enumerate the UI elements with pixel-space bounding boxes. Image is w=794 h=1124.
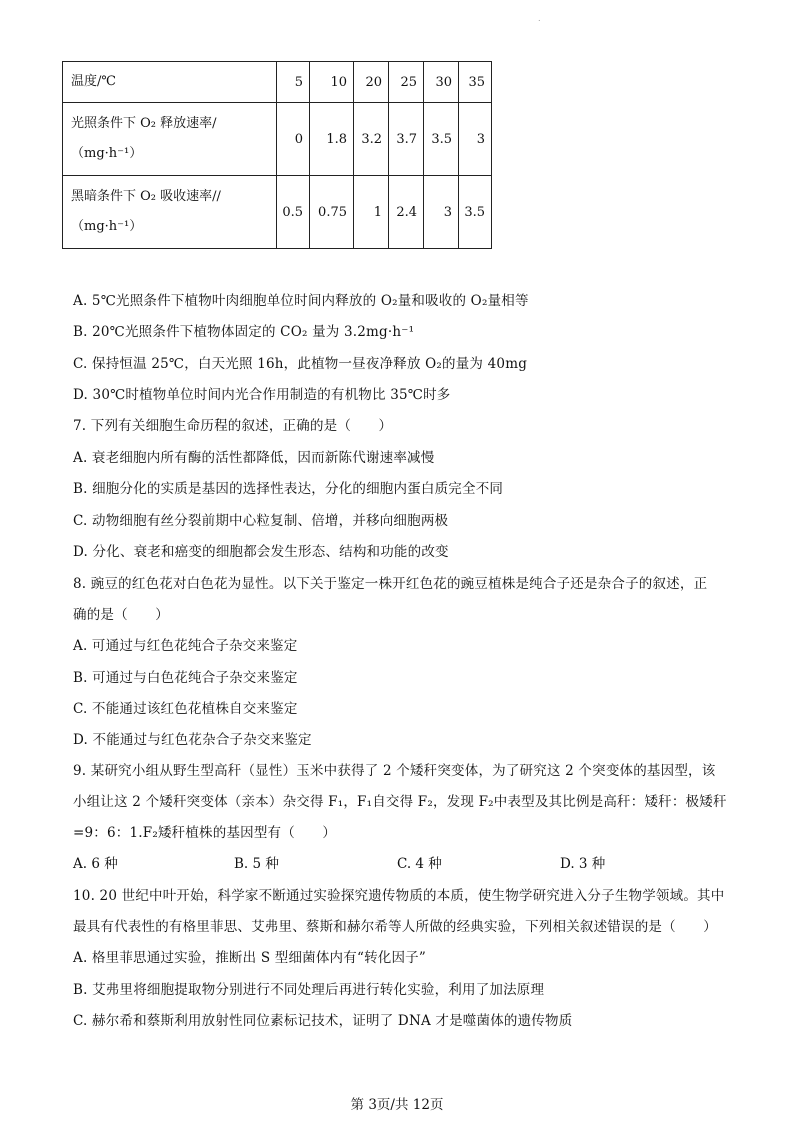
q7-option-b: B. 细胞分化的实质是基因的选择性表达，分化的细胞内蛋白质完全不同: [73, 481, 504, 497]
table-cell: 30: [424, 62, 459, 103]
table-cell: 0: [277, 103, 310, 176]
q10-option-b: B. 艾弗里将细胞提取物分别进行不同处理后再进行转化实验，利用了加法原理: [73, 982, 545, 998]
table-row: [63, 62, 492, 103]
q6-option-a: A. 5℃光照条件下植物叶肉细胞单位时间内释放的 O₂量和吸收的 O₂量相等: [73, 293, 529, 309]
table-cell: 3.7: [389, 103, 424, 176]
q7-stem: 7. 下列有关细胞生命历程的叙述，正确的是（ ）: [73, 418, 393, 434]
table-cell: 3: [424, 176, 459, 249]
q8-stem-line1: 8. 豌豆的红色花对白色花为显性。以下关于鉴定一株开红色花的豌豆植株是纯合子还是杂合子的叙述，正: [73, 576, 708, 592]
q6-option-b: B. 20℃光照条件下植物体固定的 CO₂ 量为 3.2mg·h⁻¹: [73, 324, 415, 340]
table-header-label: 温度/℃: [63, 62, 277, 103]
q8-option-d: D. 不能通过与红色花杂合子杂交来鉴定: [73, 732, 312, 748]
q10-option-a: A. 格里菲思通过实验，推断出 S 型细菌体内有“转化因子”: [73, 950, 426, 966]
table-row: [63, 103, 492, 176]
row-light-label: 光照条件下 O₂ 释放速率/（mg·h⁻¹）: [63, 103, 277, 176]
q7-option-a: A. 衰老细胞内所有酶的活性都降低，因而新陈代谢速率减慢: [73, 450, 435, 466]
q9-option-d: D. 3 种: [560, 856, 606, 872]
q9-stem-line2: 小组让这 2 个矮秆突变体（亲本）杂交得 F₁，F₁自交得 F₂，发现 F₂中表型及其比例是高秆：矮秆：极矮秆: [73, 794, 727, 810]
table-cell: 0.75: [310, 176, 354, 249]
q8-option-a: A. 可通过与红色花纯合子杂交来鉴定: [73, 638, 298, 654]
table-cell: 3.5: [424, 103, 459, 176]
table-cell: 2.4: [389, 176, 424, 249]
table-cell: 0.5: [277, 176, 310, 249]
scan-dot: .: [538, 14, 541, 23]
row-dark-label: 黑暗条件下 O₂ 吸收速率//（mg·h⁻¹）: [63, 176, 277, 249]
table-cell: 20: [354, 62, 389, 103]
q7-option-d: D. 分化、衰老和癌变的细胞都会发生形态、结构和功能的改变: [73, 544, 449, 560]
q10-stem-line2: 最具有代表性的有格里菲思、艾弗里、蔡斯和赫尔希等人所做的经典实验，下列相关叙述错误的是（ ）: [73, 919, 717, 935]
q8-option-c: C. 不能通过该红色花植株自交来鉴定: [73, 701, 298, 717]
q8-option-b: B. 可通过与白色花纯合子杂交来鉴定: [73, 670, 298, 686]
q10-option-c: C. 赫尔希和蔡斯利用放射性同位素标记技术，证明了 DNA 才是噬菌体的遗传物质: [73, 1013, 573, 1029]
q9-option-c: C. 4 种: [397, 856, 442, 872]
temperature-rate-table: [62, 61, 492, 249]
q6-option-d: D. 30℃时植物单位时间内光合作用制造的有机物比 35℃时多: [73, 387, 451, 403]
table-cell: 35: [459, 62, 492, 103]
table-cell: 3: [459, 103, 492, 176]
q9-option-b: B. 5 种: [234, 856, 279, 872]
table-cell: 3.5: [459, 176, 492, 249]
q7-option-c: C. 动物细胞有丝分裂前期中心粒复制、倍增，并移向细胞两极: [73, 513, 449, 529]
table-cell: 3.2: [354, 103, 389, 176]
table-cell: 1.8: [310, 103, 354, 176]
q9-stem-line3: =9：6：1.F₂矮秆植株的基因型有（ ）: [73, 825, 337, 841]
table-cell: 1: [354, 176, 389, 249]
page-footer: 第 3页/共 12页: [350, 1097, 444, 1113]
q8-stem-line2: 确的是（ ）: [73, 607, 169, 623]
q9-stem-line1: 9. 某研究小组从野生型高秆（显性）玉米中获得了 2 个矮秆突变体，为了研究这 2 个突变体的基因型，该: [73, 763, 716, 779]
q9-option-a: A. 6 种: [73, 856, 118, 872]
table-cell: 10: [310, 62, 354, 103]
table-cell: 5: [277, 62, 310, 103]
q6-option-c: C. 保持恒温 25℃，白天光照 16h，此植物一昼夜净释放 O₂的量为 40mg: [73, 356, 528, 372]
table-cell: 25: [389, 62, 424, 103]
q10-stem-line1: 10. 20 世纪中叶开始，科学家不断通过实验探究遗传物质的本质，使生物学研究进入分子生物学领域。其中: [73, 888, 725, 904]
table-row: [63, 176, 492, 249]
